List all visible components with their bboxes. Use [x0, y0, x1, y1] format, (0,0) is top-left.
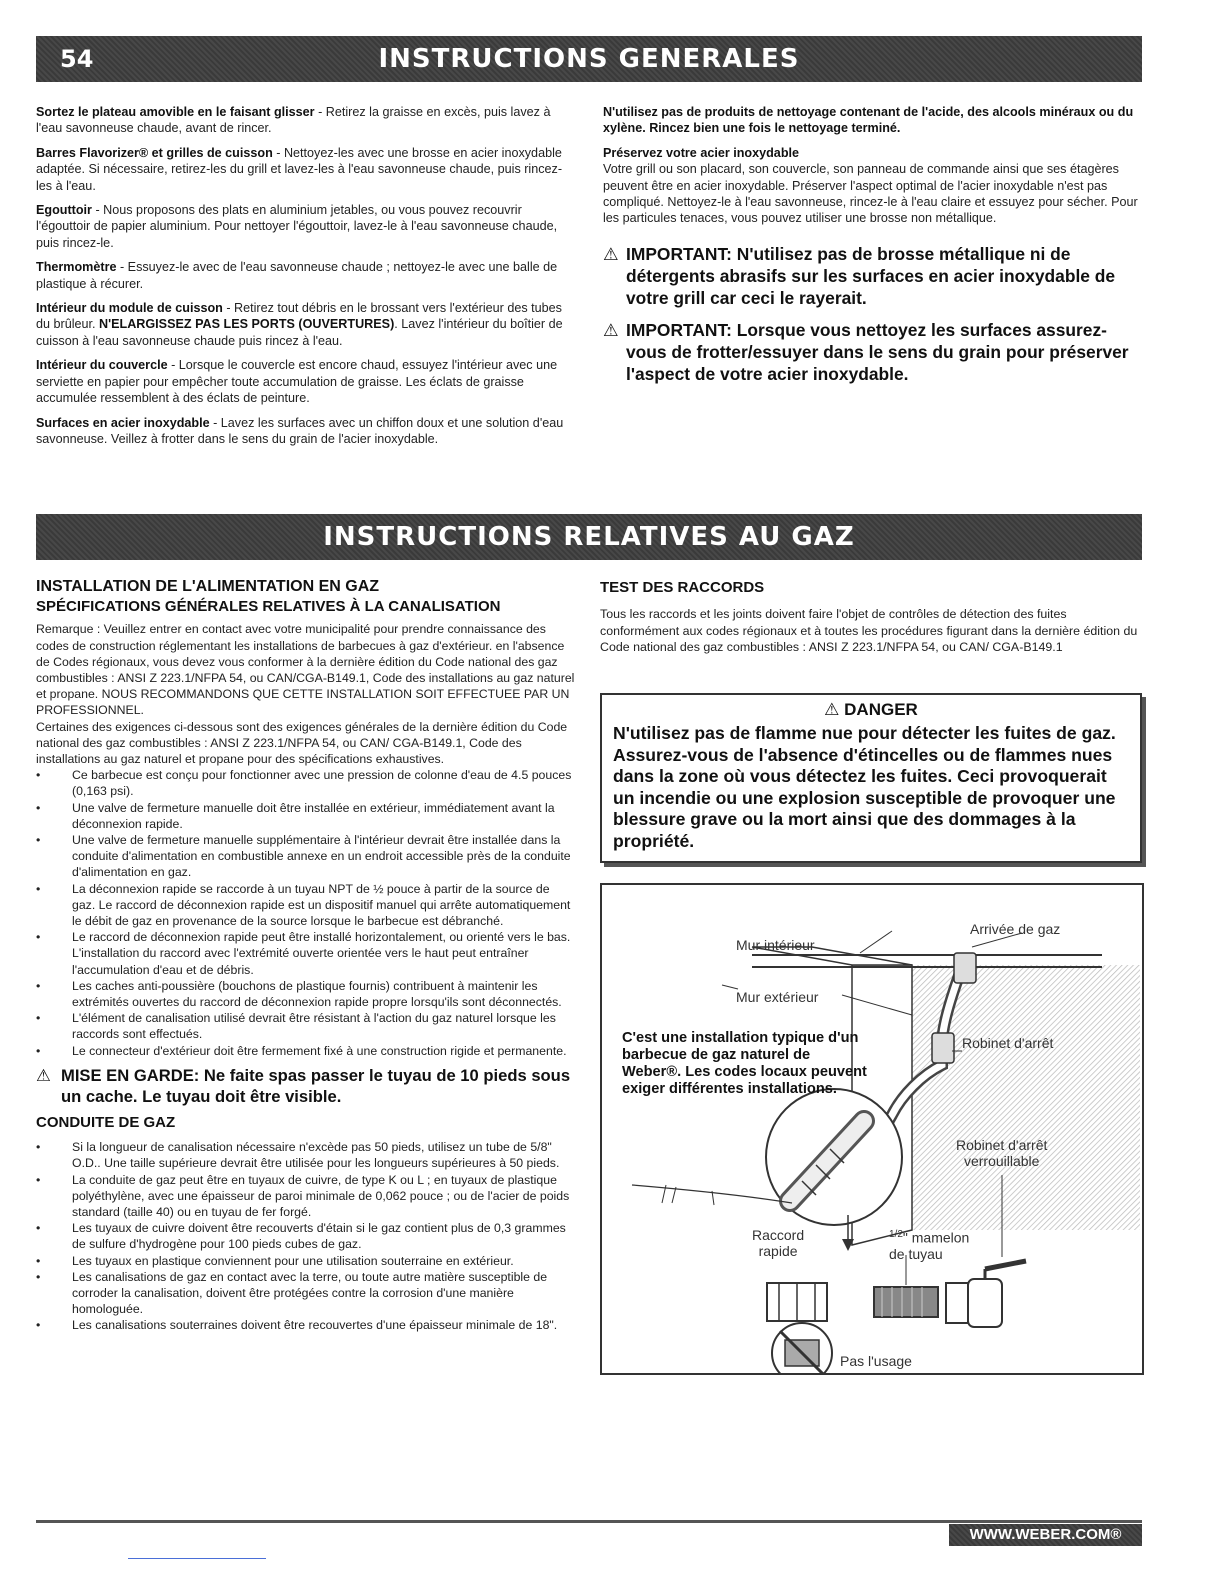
- warning-triangle-icon: ⚠: [36, 1065, 51, 1085]
- footer-rule: [36, 1520, 1142, 1523]
- list-item: • Une valve de fermeture manuelle doit être installée en extérieur, immédiatement avant la déconnexion rapide.: [36, 800, 576, 832]
- list-item: • Les canalisations de gaz en contact avec la terre, ou toute autre matière susceptible de corroder la canalisation, doivent être protégées contre la corrosion d'une manière homologuée.: [36, 1269, 576, 1318]
- ball-valve-part: [946, 1261, 1026, 1327]
- care-item: Intérieur du couvercle - Lorsque le couvercle est encore chaud, essuyez l'intérieur avec une serviette en papier pour empêcher toute accumulation de graisse. Les éclats de graisse accumulée ressemblent à des éclats de peinture.: [36, 358, 558, 406]
- care-item: Intérieur du module de cuisson - Retirez tout débris en le brossant vers l'extérieur des tubes du brûleur. N'ELARGISSEZ PAS LES PORTS (OUVERTURES). Lavez l'intérieur du boîtier de cuisson à l'eau savonneuse chaude puis rincez à l'eau.: [36, 301, 563, 348]
- pipe-spec-heading: SPÉCIFICATIONS GÉNÉRALES RELATIVES À LA CANALISATION: [36, 598, 501, 616]
- requirements-text: Certaines des exigences ci-dessous sont des exigences générales de la dernière édition du Code national des gaz combustibles : ANSI Z 223.1/NFPA 54, ou CAN/ CGA-B149.1, Code des installations au gaz naturel et propane pour des spécifications exhaustives.: [36, 719, 568, 767]
- list-item: • Si la longueur de canalisation nécessaire n'excède pas 50 pieds, utilisez un tube de 5/8" O.D.. Une taille supérieure devrait être utilisée pour les longueurs supérieures à 50 pieds.: [36, 1139, 576, 1171]
- list-item: • Une valve de fermeture manuelle supplémentaire à l'intérieur devrait être installée dans la conduite d'alimentation en combustible annexe en un endroit accessible près de la conduite d'alimentation en gaz.: [36, 832, 576, 881]
- pipe-fitting: [954, 953, 976, 983]
- list-item: • Le connecteur d'extérieur doit être fermement fixé à une construction rigide et permanente.: [36, 1043, 576, 1059]
- care-right-column: [603, 104, 1141, 395]
- installation-diagram: [602, 885, 1142, 1373]
- pipe-nipple-part: [874, 1287, 938, 1317]
- requirements-list: [36, 767, 576, 1059]
- care-item: Egouttoir - Nous proposons des plats en aluminium jetables, ou vous pouvez recouvrir l'égouttoir de papier aluminium. Pour nettoyer l'égouttoir, lavez-le à l'eau savonneuse chaude, puis rincez-le.: [36, 203, 558, 250]
- caution-note: ⚠ MISE EN GARDE: Ne faite spas passer le tuyau de 10 pieds sous un cache. Le tuyau doit être visible.: [36, 1065, 571, 1106]
- label-locking-valve: Robinet d'arrêt verrouillable: [956, 1137, 1048, 1169]
- list-item: • La conduite de gaz peut être en tuyaux de cuivre, de type K ou L ; en tuyaux de plastique polyéthylène, avec une épaisseur de paroi minimale de 0,062 pouce ; ou de l'acier de poids standard (taille 40) ou en tuyau de fer forgé.: [36, 1172, 576, 1221]
- list-item: • Le raccord de déconnexion rapide peut être installé horizontalement, ou orienté vers le bas. L'installation du raccord avec l'extrémité ouverte orientée vers le haut peut entraîner l'accumulation d'eau et de débris.: [36, 929, 576, 978]
- shutoff-valve: [932, 1033, 954, 1063]
- pipe-list: [36, 1139, 576, 1333]
- installation-note: C'est une installation typique d'un barbecue de gaz naturel de Weber®. Les codes locaux peuvent exiger différentes installations.: [622, 1030, 867, 1097]
- divider: [128, 1558, 266, 1559]
- test-text: Tous les raccords et les joints doivent faire l'objet de contrôles de détection des fuites conformément aux codes régionaux et à toutes les procédures figurant dans la dernière édition du Code national des gaz combustibles : ANSI Z 223.1/NFPA 54, ou CAN/ CGA-B149.1: [600, 607, 1138, 655]
- warning-triangle-icon: ⚠: [603, 319, 619, 340]
- important-note-1: ⚠ IMPORTANT: N'utilisez pas de brosse métallique ni de détergents abrasifs sur les surfaces en acier inoxydable de votre grill car ceci le rayerait.: [603, 243, 1116, 308]
- important-note-2: ⚠ IMPORTANT: Lorsque vous nettoyez les surfaces assurez-vous de frotter/essuyer dans le sens du grain pour préserver l'aspect de votre acier inoxydable.: [603, 319, 1129, 384]
- label-shutoff-valve: Robinet d'arrêt: [962, 1035, 1054, 1051]
- test-heading: TEST DES RACCORDS: [600, 579, 765, 596]
- gas-right-column: [600, 580, 1140, 656]
- remark-text: Remarque : Veuillez entrer en contact avec votre municipalité pour prendre connaissance des codes de construction réglementant les installations de barbecues à gaz d'extérieur. en l'absence de Codes régionaux, vous devez vous conformer à la dernière édition du Code national des gaz combustibles : ANSI Z 223.1/NFPA 54, ou CAN/CGA-B149.1, Code des installations au gaz naturel et propane. NOUS RECOMMANDONS QUE CETTE INSTALLATION SOIT EFFECTUEE PAR UN PROFESSIONNEL.: [36, 622, 575, 718]
- danger-box: [600, 693, 1142, 863]
- care-item: Surfaces en acier inoxydable - Lavez les surfaces avec un chiffon doux et une solution d'eau savonneuse. Veillez à frotter dans le sens du grain de l'acier inoxydable.: [36, 415, 564, 446]
- footer-website-link[interactable]: WWW.WEBER.COM®: [949, 1524, 1142, 1546]
- danger-text: N'utilisez pas de flamme nue pour détecter les fuites de gaz. Assurez-vous de l'absence d'étincelles ou de flammes nues dans la zone où vous détectez les fuites. Ceci provoquerait un incendie ou une explosion susceptible de provoquer une blessure grave ou la mort ainsi que des dommages à la propriété.: [613, 723, 1116, 851]
- danger-title: ⚠ DANGER: [824, 700, 918, 719]
- list-item: • La déconnexion rapide se raccorde à un tuyau NPT de ½ pouce à partir de la source de gaz. Le raccord de déconnexion rapide est un dispositif manuel qui arrête automatiquement le débit de gaz en provenance de la source lorsque le barbecue est débranché.: [36, 881, 576, 930]
- list-item: • Ce barbecue est conçu pour fonctionner avec une pression de colonne d'eau de 4.5 pouces (0,163 psi).: [36, 767, 576, 799]
- care-item: Sortez le plateau amovible en le faisant glisser - Retirez la graisse en excès, puis lavez à l'eau savonneuse chaude, avant de rincer.: [36, 105, 551, 136]
- quick-disconnect-part: [767, 1283, 827, 1321]
- care-item: Thermomètre - Essuyez-le avec de l'eau savonneuse chaude ; nettoyez-le avec une balle de plastique à récurer.: [36, 260, 558, 291]
- acid-warning: N'utilisez pas de produits de nettoyage contenant de l'acide, des alcools minéraux ou du xylène. Rincez bien une fois le nettoyage terminé.: [603, 105, 1134, 136]
- stainless-title: Préservez votre acier inoxydable: [603, 145, 800, 160]
- stainless-text: Votre grill ou son placard, son couvercle, son panneau de commande ainsi que ses étagères peuvent être en acier inoxydable. Préserver l'aspect optimal de l'acier inoxydable n'est pas compliqué. Nettoyez-le à l'eau savonneuse, rincez-le à l'eau claire et essuyez pour sécher. Pour les particules tenaces, vous pouvez utiliser une brosse non métallique.: [603, 162, 1138, 226]
- label-quick-disconnect: Raccord rapide: [752, 1227, 805, 1259]
- care-left-column: [36, 104, 574, 455]
- section-banner-gas: [36, 514, 1142, 560]
- label-pipe-nipple: $^{1/2}$" mamelon de tuyau: [889, 1229, 970, 1262]
- label-not-use: Pas l'usage: [840, 1353, 912, 1369]
- section-title-general: INSTRUCTIONS GENERALES: [378, 44, 800, 74]
- list-item: • Les canalisations souterraines doivent être recouvertes d'une épaisseur minimale de 18".: [36, 1317, 576, 1333]
- warning-triangle-icon: ⚠: [603, 243, 619, 264]
- prohibited-fitting: [772, 1323, 832, 1373]
- page-number: 54: [60, 45, 94, 73]
- list-item: • Les tuyaux en plastique conviennent pour une utilisation souterraine en extérieur.: [36, 1253, 576, 1269]
- label-outer-wall: Mur extérieur: [736, 989, 819, 1005]
- warning-triangle-icon: ⚠: [824, 700, 845, 719]
- label-gas-supply: Arrivée de gaz: [970, 921, 1061, 937]
- gas-installation-heading: INSTALLATION DE L'ALIMENTATION EN GAZ: [36, 578, 380, 595]
- section-banner-general: [36, 36, 1142, 82]
- label-inner-wall: Mur intérieur: [736, 937, 815, 953]
- section-title-gas: INSTRUCTIONS RELATIVES AU GAZ: [323, 522, 855, 552]
- gas-left-column: [36, 579, 576, 1334]
- installation-figure: [600, 883, 1144, 1375]
- list-item: • L'élément de canalisation utilisé devrait être résistant à l'action du gaz naturel lorsque les raccords sont effectués.: [36, 1010, 576, 1042]
- list-item: • Les tuyaux de cuivre doivent être recouverts d'étain si le gaz contient plus de 0,3 grammes de sulfure d'hydrogène pour 100 pieds cubes de gaz.: [36, 1220, 576, 1252]
- care-item: Barres Flavorizer® et grilles de cuisson - Nettoyez-les avec une brosse en acier inoxydable adaptée. Si nécessaire, retirez-les du grill et lavez-les à l'eau savonneuse chaude, puis rincez-les à l'eau.: [36, 145, 563, 193]
- pipe-heading: CONDUITE DE GAZ: [36, 1113, 176, 1131]
- list-item: • Les caches anti-poussière (bouchons de plastique fournis) contribuent à maintenir les extrémités ouvertes du raccord de déconnexion rapide propre lorsqu'ils sont déconnectés.: [36, 978, 576, 1010]
